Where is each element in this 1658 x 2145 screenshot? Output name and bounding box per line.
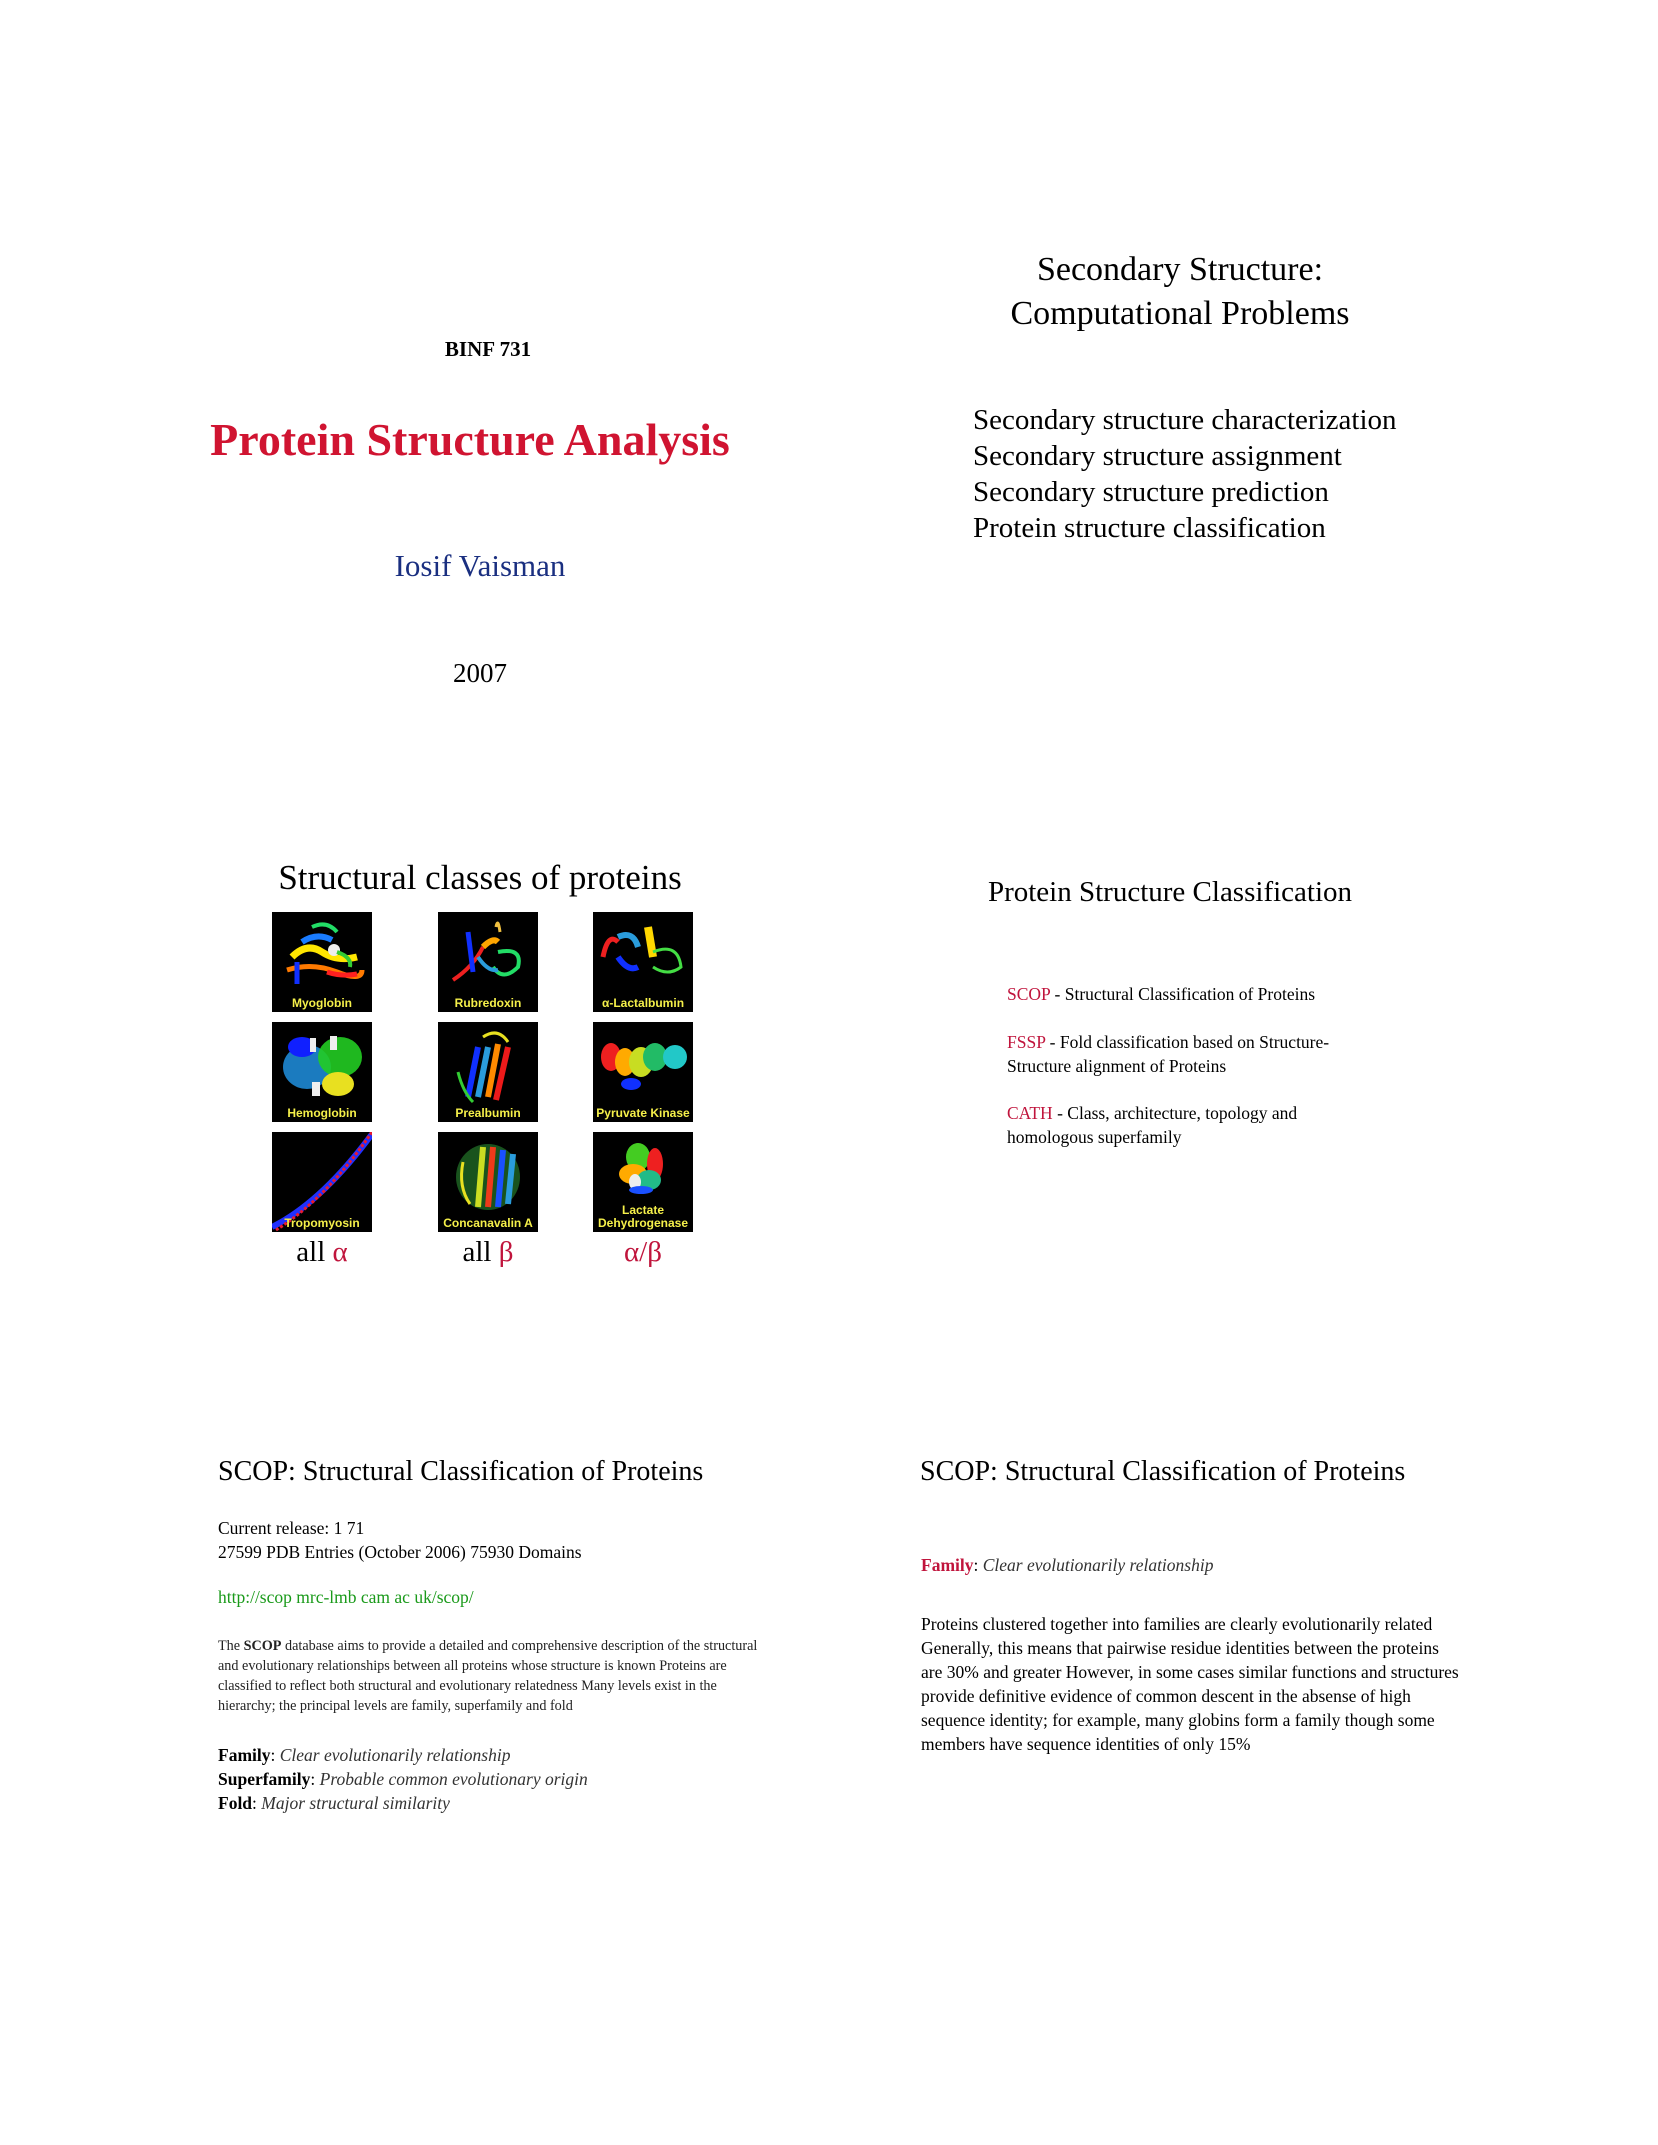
class-label-alpha-beta: α/β (623, 1236, 662, 1268)
database-desc: - Class, architecture, topology and homologous superfamily (1007, 1103, 1298, 1147)
protein-image-myoglobin (272, 912, 372, 1012)
database-abbr: FSSP (1007, 1032, 1046, 1052)
author-name: Iosif Vaisman (394, 548, 566, 583)
list-item: Protein structure classification (973, 512, 1326, 544)
slide-title: Protein Structure Classification (987, 876, 1353, 908)
level-superfamily: Superfamily: Probable common evolutionary origin (218, 1769, 588, 1789)
slide-title: SCOP: Structural Classification of Proteins (218, 1456, 704, 1487)
protein-label: Tropomyosin (284, 1216, 360, 1230)
list-item: Secondary structure prediction (973, 476, 1329, 508)
protein-label: Lactate Dehydrogenase (597, 1203, 689, 1230)
protein-label: Myoglobin (292, 996, 352, 1010)
scop-description: The SCOP database aims to provide a detailed and comprehensive description of the structural and evolutionary relationships between all proteins whose structure is known Proteins are classified to reflect both structural and evolutionary relatedness Many levels exist in the hierarchy; the principal levels are family, superfamily and fold (218, 1638, 758, 1714)
database-abbr: SCOP (1007, 984, 1051, 1004)
protein-image-tropomyosin (272, 1132, 372, 1232)
presentation-year: 2007 (453, 658, 507, 688)
database-abbr: CATH (1007, 1103, 1053, 1123)
entry-stats: 27599 PDB Entries (October 2006) 75930 Domains (218, 1542, 582, 1562)
protein-label: Concanavalin A (443, 1216, 533, 1230)
protein-image-pyruvate-kinase (593, 1022, 693, 1122)
class-label-all-alpha: all α (296, 1236, 348, 1268)
class-label-all-beta: all β (462, 1236, 514, 1268)
slide-title-line-1: Secondary Structure: (1036, 251, 1324, 288)
slide-title: Structural classes of proteins (278, 858, 682, 897)
database-item-scop (1007, 982, 1407, 1006)
slide-title-line-2: Computational Problems (1010, 295, 1350, 332)
database-item-cath (1007, 1101, 1367, 1149)
current-release: Current release: 1 71 (218, 1518, 365, 1538)
scop-url-link[interactable]: http://scop mrc-lmb cam ac uk/scop/ (218, 1587, 474, 1607)
protein-label: Pyruvate Kinase (596, 1106, 690, 1120)
protein-image-prealbumin (438, 1022, 538, 1122)
database-desc: - Fold classification based on Structure-Structure alignment of Proteins (1007, 1032, 1330, 1076)
protein-label: Hemoglobin (287, 1106, 357, 1120)
list-item: Secondary structure assignment (973, 440, 1342, 472)
list-item: Secondary structure characterization (973, 404, 1397, 436)
family-explanation: Proteins clustered together into families are clearly evolutionarily related Generally, this means that pairwise residue identities between the proteins are 30% and greater However, in some cases similar functions and structures provide definitive evidence of common descent in the absense of high sequence identity; for example, many globins form a family though some members have sequence identities of only 15% (921, 1614, 1459, 1754)
protein-label: Rubredoxin (454, 996, 522, 1010)
course-code: BINF 731 (444, 337, 532, 361)
level-fold: Fold: Major structural similarity (218, 1793, 450, 1813)
protein-image-concanavalin-a (438, 1132, 538, 1232)
protein-image-rubredoxin (438, 912, 538, 1012)
hierarchy-levels (218, 1743, 758, 1815)
slide-title: SCOP: Structural Classification of Proteins (920, 1456, 1406, 1487)
release-info (218, 1516, 758, 1564)
protein-label: Prealbumin (455, 1106, 521, 1120)
protein-image-alpha-lactalbumin (593, 912, 693, 1012)
protein-label: α-Lactalbumin (601, 996, 685, 1010)
family-definition: Family: Clear evolutionarily relationship (921, 1555, 1214, 1575)
level-family: Family: Clear evolutionarily relationship (218, 1745, 511, 1765)
slide-title (940, 248, 1420, 336)
database-desc: - Structural Classification of Proteins (1050, 984, 1316, 1004)
protein-image-hemoglobin (272, 1022, 372, 1122)
presentation-title: Protein Structure Analysis (210, 414, 730, 465)
problem-list (973, 402, 1453, 546)
database-item-fssp (1007, 1030, 1347, 1078)
protein-image-lactate-dehydrogenase (593, 1132, 693, 1232)
